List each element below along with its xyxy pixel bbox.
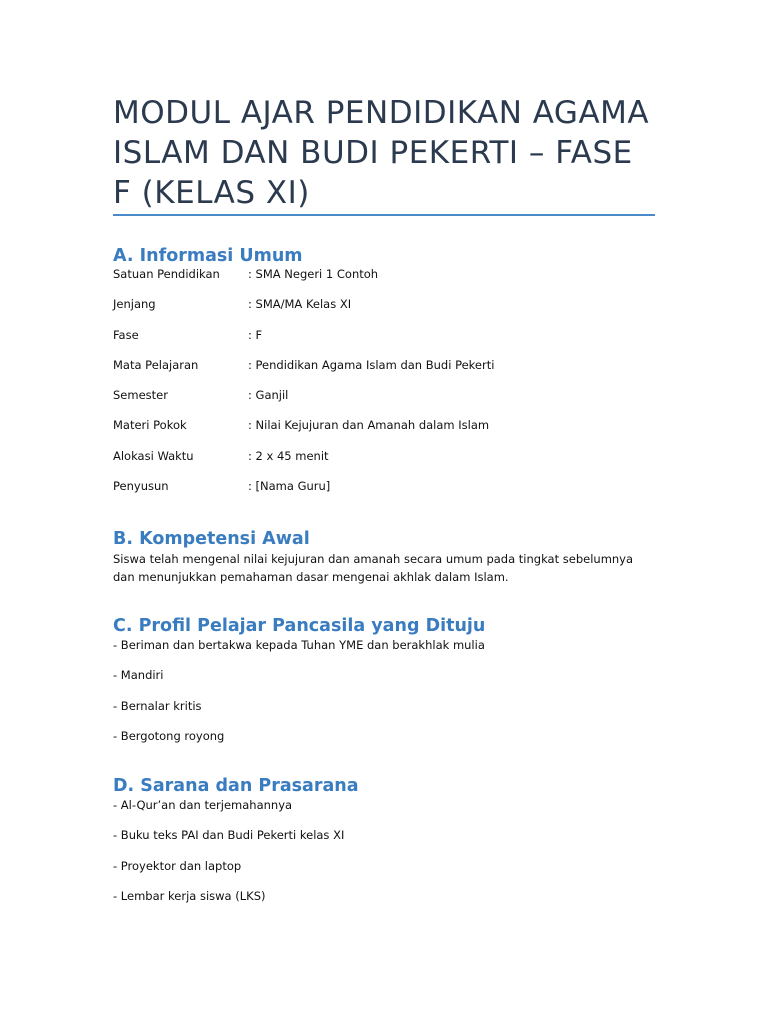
- kompetensi-awal-text: Siswa telah mengenal nilai kejujuran dan amanah secara umum pada tingkat sebelumnya dan menunjukkan pemahaman dasar mengenai akhlak dalam Islam.: [113, 552, 634, 584]
- info-label: Materi Pokok: [113, 418, 187, 433]
- info-row: [113, 296, 658, 326]
- info-value: : Ganjil: [248, 388, 289, 403]
- info-row: [113, 266, 658, 296]
- section-heading-b: B. Kompetensi Awal: [113, 529, 310, 549]
- title-underline: [113, 214, 655, 216]
- info-label: Semester: [113, 388, 168, 403]
- info-label: Jenjang: [113, 297, 156, 312]
- list-item: - Beriman dan bertakwa kepada Tuhan YME dan berakhlak mulia: [113, 638, 485, 652]
- list-item: - Bernalar kritis: [113, 698, 202, 713]
- info-value: : [Nama Guru]: [248, 479, 331, 494]
- section-heading-a: A. Informasi Umum: [113, 246, 303, 266]
- section-informasi-umum: [113, 245, 658, 508]
- info-value: : F: [248, 327, 263, 342]
- info-label: Satuan Pendidikan: [113, 267, 220, 281]
- info-row: [113, 357, 658, 387]
- info-row: [113, 387, 658, 417]
- info-value: : Pendidikan Agama Islam dan Budi Pekerti: [248, 357, 495, 372]
- section-sarana-prasarana: [113, 775, 658, 918]
- document-title: MODUL AJAR PENDIDIKAN AGAMA ISLAM DAN BUDI PEKERTI – FASE F (KELAS XI): [113, 95, 650, 211]
- info-value: : Nilai Kejujuran dan Amanah dalam Islam: [248, 418, 490, 433]
- list-item: - Proyektor dan laptop: [113, 858, 242, 873]
- profil-list: [113, 637, 658, 758]
- info-row: [113, 448, 658, 478]
- list-item: - Lembar kerja siswa (LKS): [113, 888, 266, 903]
- list-item: - Mandiri: [113, 668, 164, 683]
- section-kompetensi-awal: [113, 528, 658, 586]
- info-label: Mata Pelajaran: [113, 357, 199, 372]
- section-profil-pelajar: [113, 615, 658, 758]
- section-heading-d: D. Sarana dan Prasarana: [113, 776, 359, 796]
- list-item: - Al-Qur’an dan terjemahannya: [113, 798, 293, 812]
- info-row: [113, 417, 658, 447]
- info-row: [113, 327, 658, 357]
- info-row: [113, 478, 658, 508]
- info-value: : SMA Negeri 1 Contoh: [248, 267, 379, 281]
- info-value: : SMA/MA Kelas XI: [248, 297, 352, 312]
- info-value: : 2 x 45 menit: [248, 448, 329, 463]
- info-label: Alokasi Waktu: [113, 448, 194, 463]
- section-heading-c: C. Profil Pelajar Pancasila yang Dituju: [113, 616, 486, 636]
- info-label: Penyusun: [113, 479, 169, 494]
- info-table: [113, 266, 658, 508]
- sarana-list: [113, 797, 658, 918]
- list-item: - Buku teks PAI dan Budi Pekerti kelas XI: [113, 828, 345, 843]
- list-item: - Bergotong royong: [113, 728, 225, 743]
- info-label: Fase: [113, 327, 139, 342]
